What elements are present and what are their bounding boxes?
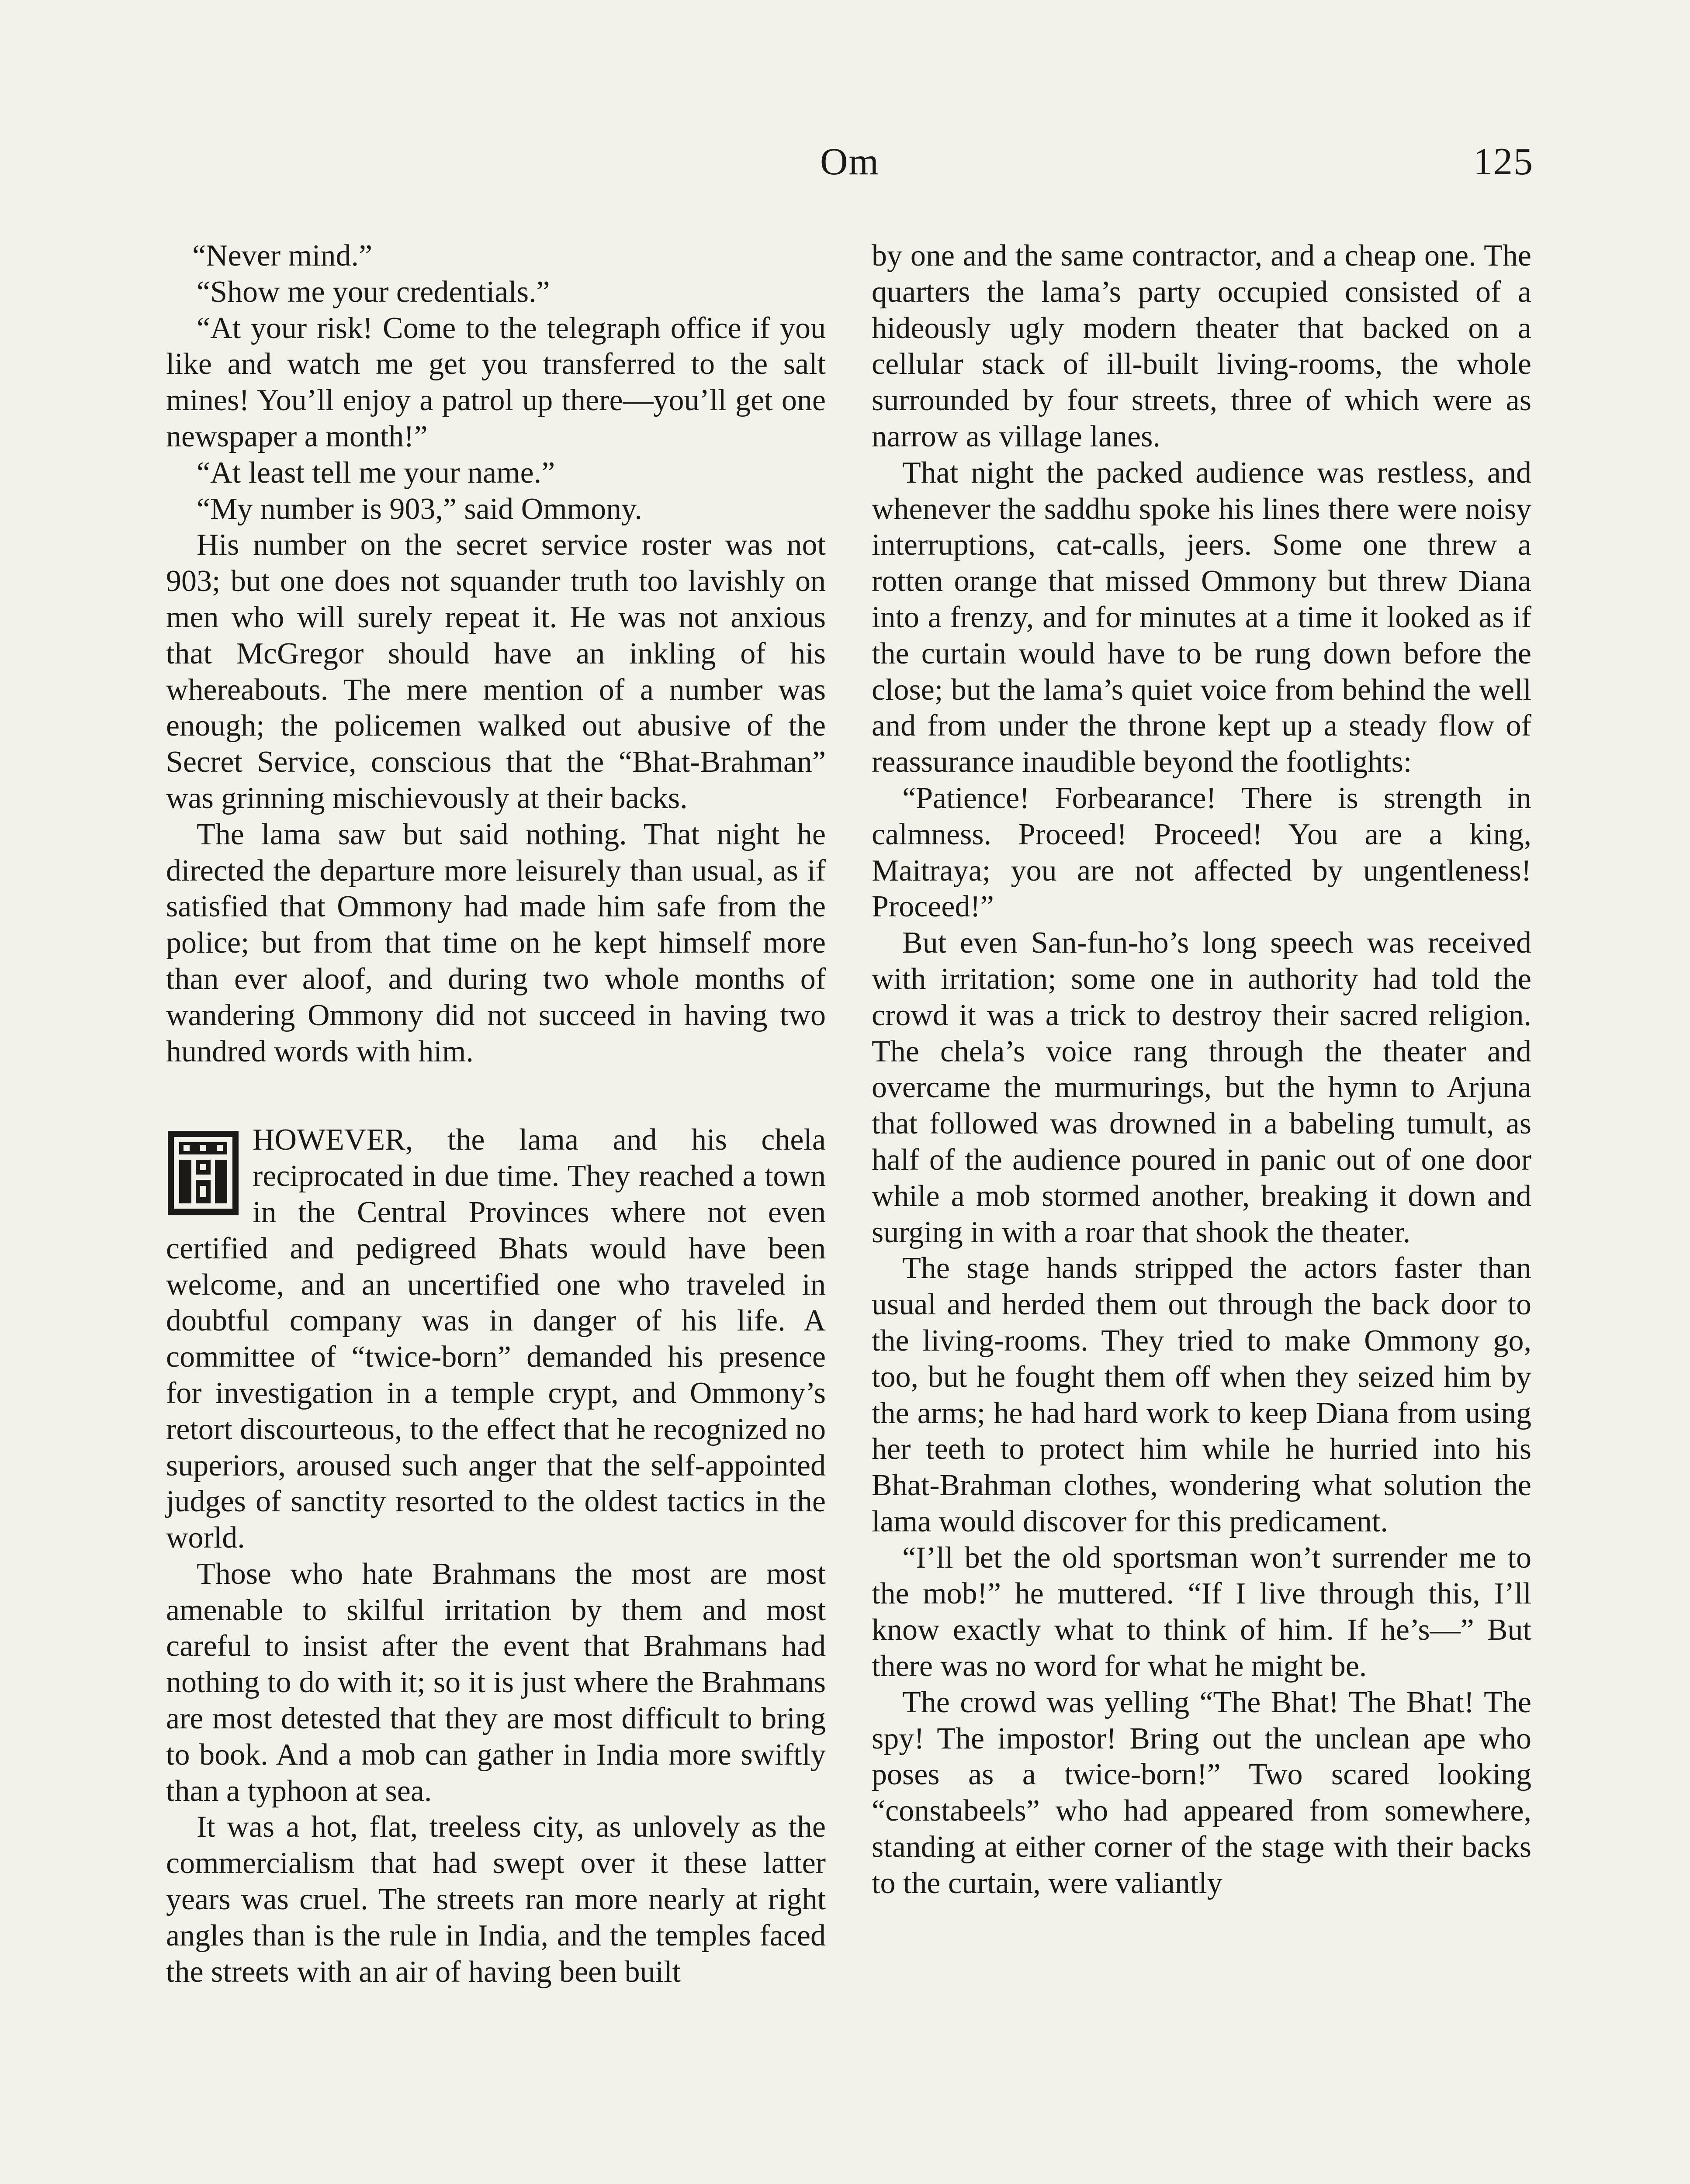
paragraph: “Patience! Forbearance! There is strength in calmness. Proceed! Proceed! You are a king, Maitraya; you are not affected by ungentleness! Proceed!” [872,781,1531,924]
paragraph: by one and the same contractor, and a cheap one. The quarters the lama’s party occupied consisted of a hideously ugly modern theater that backed on a cellular stack of ill-built living-rooms, the whole surrounded by four streets, three of which were as narrow as village lanes. [872,239,1531,453]
ornamental-dropcap-icon [166,1129,240,1221]
page-number: 125 [1473,141,1534,183]
paragraph: HOWEVER, the lama and his chela reciprocated in due time. They reached a town in the Central Provinces where not even certified and pedigreed Bhats would have been welcome, and an uncertified one who traveled in doubtful company was in danger of his life. A committee of “twice-born” demanded his presence for investigation in a temple crypt, and Ommony’s retort discourteous, to the effect that he recognized no superiors, aroused such anger that the self-appointed judges of sanctity resorted to the oldest tactics in the world. [166,1123,826,1555]
paragraph: But even San-fun-ho’s long speech was received with irritation; some one in authority had told the crowd it was a trick to destroy their sacred religion. The chela’s voice rang through the theater and overcame the murmurings, but the hymn to Arjuna that followed was drowned in a babeling tumult, as half of the audience poured in panic out of one door while a mob stormed another, breaking it down and surging in with a roar that shook the theater. [872,926,1531,1249]
paragraph: The stage hands stripped the actors faster than usual and herded them out through the back door to the living-rooms. They tried to make Ommony go, too, but he fought them off when they seized him by the arms; he had hard work to keep Diana from using her teeth to protect him while he hurried into his Bhat-Brahman clothes, wondering what solution the lama would discover for this predicament. [872,1251,1531,1538]
paragraph: His number on the secret service roster was not 903; but one does not squander truth too lavishly on men who will surely repeat it. He was not anxious that McGregor should have an inkling of his whereabouts. The mere mention of a number was enough; the policemen walked out abusive of the Secret Service, conscious that the “Bhat-Brahman” was grinning mischievously at their backs. [166,528,826,815]
paragraph: “At your risk! Come to the telegraph office if you like and watch me get you transferred to the salt mines! You’ll enjoy a patrol up there—you’ll get one newspaper a month!” [166,311,826,453]
paragraph: “At least tell me your name.” [197,456,555,490]
page-header [166,140,1534,201]
left-column [166,238,826,1990]
paragraph: “Never mind.” [192,239,373,273]
paragraph: “I’ll bet the old sportsman won’t surrender me to the mob!” he muttered. “If I live through this, I’ll know exactly what to think of him. If he’s—” But there was no word for what he might be. [872,1541,1531,1683]
paragraph: It was a hot, flat, treeless city, as unlovely as the commercialism that had swept over it these latter years was cruel. The streets ran more nearly at right angles than is the rule in India, and the temples faced the streets with an air of having been built [166,1810,826,1989]
paragraph: “My number is 903,” said Ommony. [197,492,643,526]
paragraph: The lama saw but said nothing. That night he directed the departure more leisurely than usual, as if satisfied that Ommony had made him safe from the police; but from that time on he kept himself more than ever aloof, and during two whole months of wandering Ommony did not succeed in having two hundred words with him. [166,817,826,1068]
right-column [872,238,1531,1902]
paragraph: “Show me your credentials.” [197,275,550,309]
paragraph: That night the packed audience was restless, and whenever the saddhu spoke his lines there were noisy interruptions, cat-calls, jeers. Some one threw a rotten orange that missed Ommony but threw Diana into a frenzy, and for minutes at a time it looked as if the curtain would have to be rung down before the close; but the lama’s quiet voice from behind the well and from under the throne kept up a steady flow of reassurance inaudible beyond the footlights: [872,456,1531,779]
running-title: Om [820,141,880,183]
paragraph: The crowd was yelling “The Bhat! The Bhat! The spy! The impostor! Bring out the unclean ape who poses as a twice-born!” Two scared looking “constabeels” who had appeared from somewhere, standing at either corner of the stage with their backs to the curtain, were valiantly [872,1685,1531,1900]
paragraph: Those who hate Brahmans the most are most amenable to skilful irritation by them and most careful to insist after the event that Brahmans had nothing to do with it; so it is just where the Brahmans are most detested that they are most difficult to bring to book. And a mob can gather in India more swiftly than a typhoon at sea. [166,1557,826,1808]
